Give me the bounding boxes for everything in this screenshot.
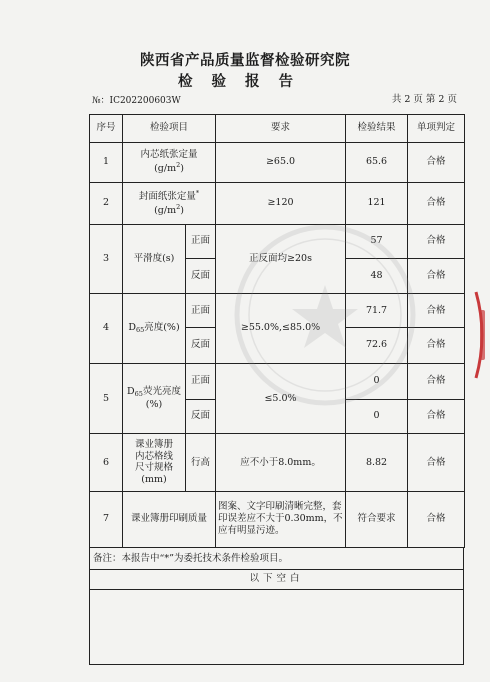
item-label: 封面纸张定量* xyxy=(138,189,200,203)
item-name xyxy=(123,142,216,182)
result: 121 xyxy=(346,182,408,224)
verdict: 合格 xyxy=(408,363,465,399)
col-header-verdict: 单项判定 xyxy=(408,115,465,143)
item-name xyxy=(123,182,216,224)
item-name: $D_{65}$荧光亮度(%) xyxy=(123,363,186,434)
item-side: 反面 xyxy=(186,399,216,434)
table-row xyxy=(90,182,465,224)
result: 57 xyxy=(346,224,408,259)
edge-stamp-arc xyxy=(476,292,482,378)
table-row xyxy=(90,434,465,491)
result: 8.82 xyxy=(346,434,408,491)
verdict: 合格 xyxy=(408,399,465,434)
table-row xyxy=(90,142,465,182)
item-side: 行高 xyxy=(186,434,216,491)
col-header-result: 检验结果 xyxy=(346,115,408,143)
verdict: 合格 xyxy=(408,142,465,182)
row-number: 7 xyxy=(90,491,123,547)
page-indicator: 共 2 页 第 2 页 xyxy=(391,94,457,105)
table-row xyxy=(90,294,465,328)
row-number: 1 xyxy=(90,142,123,182)
verdict: 合格 xyxy=(408,294,465,328)
frame-left xyxy=(89,548,90,665)
requirement: ≥120 xyxy=(216,182,346,224)
row-number: 4 xyxy=(90,294,123,364)
requirement: ≤5.0% xyxy=(216,363,346,434)
item-side: 正面 xyxy=(186,363,216,399)
edge-stamp xyxy=(474,290,490,380)
row-number: 2 xyxy=(90,182,123,224)
edge-stamp-mark xyxy=(480,310,485,360)
item-unit: $(g/m^2)$ xyxy=(154,203,184,217)
row-number: 5 xyxy=(90,363,123,434)
table-row xyxy=(90,491,465,547)
verdict: 合格 xyxy=(408,182,465,224)
divider xyxy=(89,589,464,590)
result: 符合要求 xyxy=(346,491,408,547)
commission-mark: * xyxy=(195,189,200,198)
remark: 备注：本报告中“*”为委托技术条件检验项目。 xyxy=(89,548,464,570)
verdict: 合格 xyxy=(408,327,465,363)
table-row xyxy=(90,363,465,399)
requirement: 应不小于8.0mm。 xyxy=(216,434,346,491)
row-number: 6 xyxy=(90,434,123,491)
institute-name: 陕西省产品质量监督检验研究院 xyxy=(140,53,350,69)
col-header-requirement: 要求 xyxy=(216,115,346,143)
result: 65.6 xyxy=(346,142,408,182)
requirement: 图案、文字印刷清晰完整，套印误差应不大于0.30mm，不应有明显污迹。 xyxy=(216,491,346,547)
item-name: 课业簿册 内芯格线 尺寸规格 (mm) xyxy=(123,434,186,491)
item-label: 内芯纸张定量 xyxy=(140,149,198,161)
table-row xyxy=(90,224,465,259)
result: 0 xyxy=(346,399,408,434)
item-side: 正面 xyxy=(186,224,216,259)
result: 0 xyxy=(346,363,408,399)
item-name: 平滑度(s) xyxy=(123,224,186,294)
requirement: ≥65.0 xyxy=(216,142,346,182)
table-header-row xyxy=(90,115,465,143)
frame-right xyxy=(463,548,464,665)
report-title: 检验报告 xyxy=(178,74,312,90)
inspection-table xyxy=(89,114,465,548)
col-header-item: 检验项目 xyxy=(123,115,216,143)
row-number: 3 xyxy=(90,224,123,294)
col-header-no: 序号 xyxy=(90,115,123,143)
verdict: 合格 xyxy=(408,434,465,491)
verdict: 合格 xyxy=(408,259,465,294)
verdict: 合格 xyxy=(408,224,465,259)
item-side: 反面 xyxy=(186,327,216,363)
report-number: №：IC202200603W xyxy=(92,96,181,106)
result: 72.6 xyxy=(346,327,408,363)
end-of-content-mark: 以下空白 xyxy=(249,573,304,584)
result: 71.7 xyxy=(346,294,408,328)
item-side: 反面 xyxy=(186,259,216,294)
requirement: ≥55.0%,≤85.0% xyxy=(216,294,346,364)
item-name: $D_{65}$亮度(%) xyxy=(123,294,186,364)
requirement: 正反面均≥20s xyxy=(216,224,346,294)
item-side: 正面 xyxy=(186,294,216,328)
verdict: 合格 xyxy=(408,491,465,547)
frame-bottom xyxy=(89,664,464,665)
item-name: 课业簿册印刷质量 xyxy=(123,491,216,547)
item-unit: $(g/m^2)$ xyxy=(154,161,184,175)
result: 48 xyxy=(346,259,408,294)
